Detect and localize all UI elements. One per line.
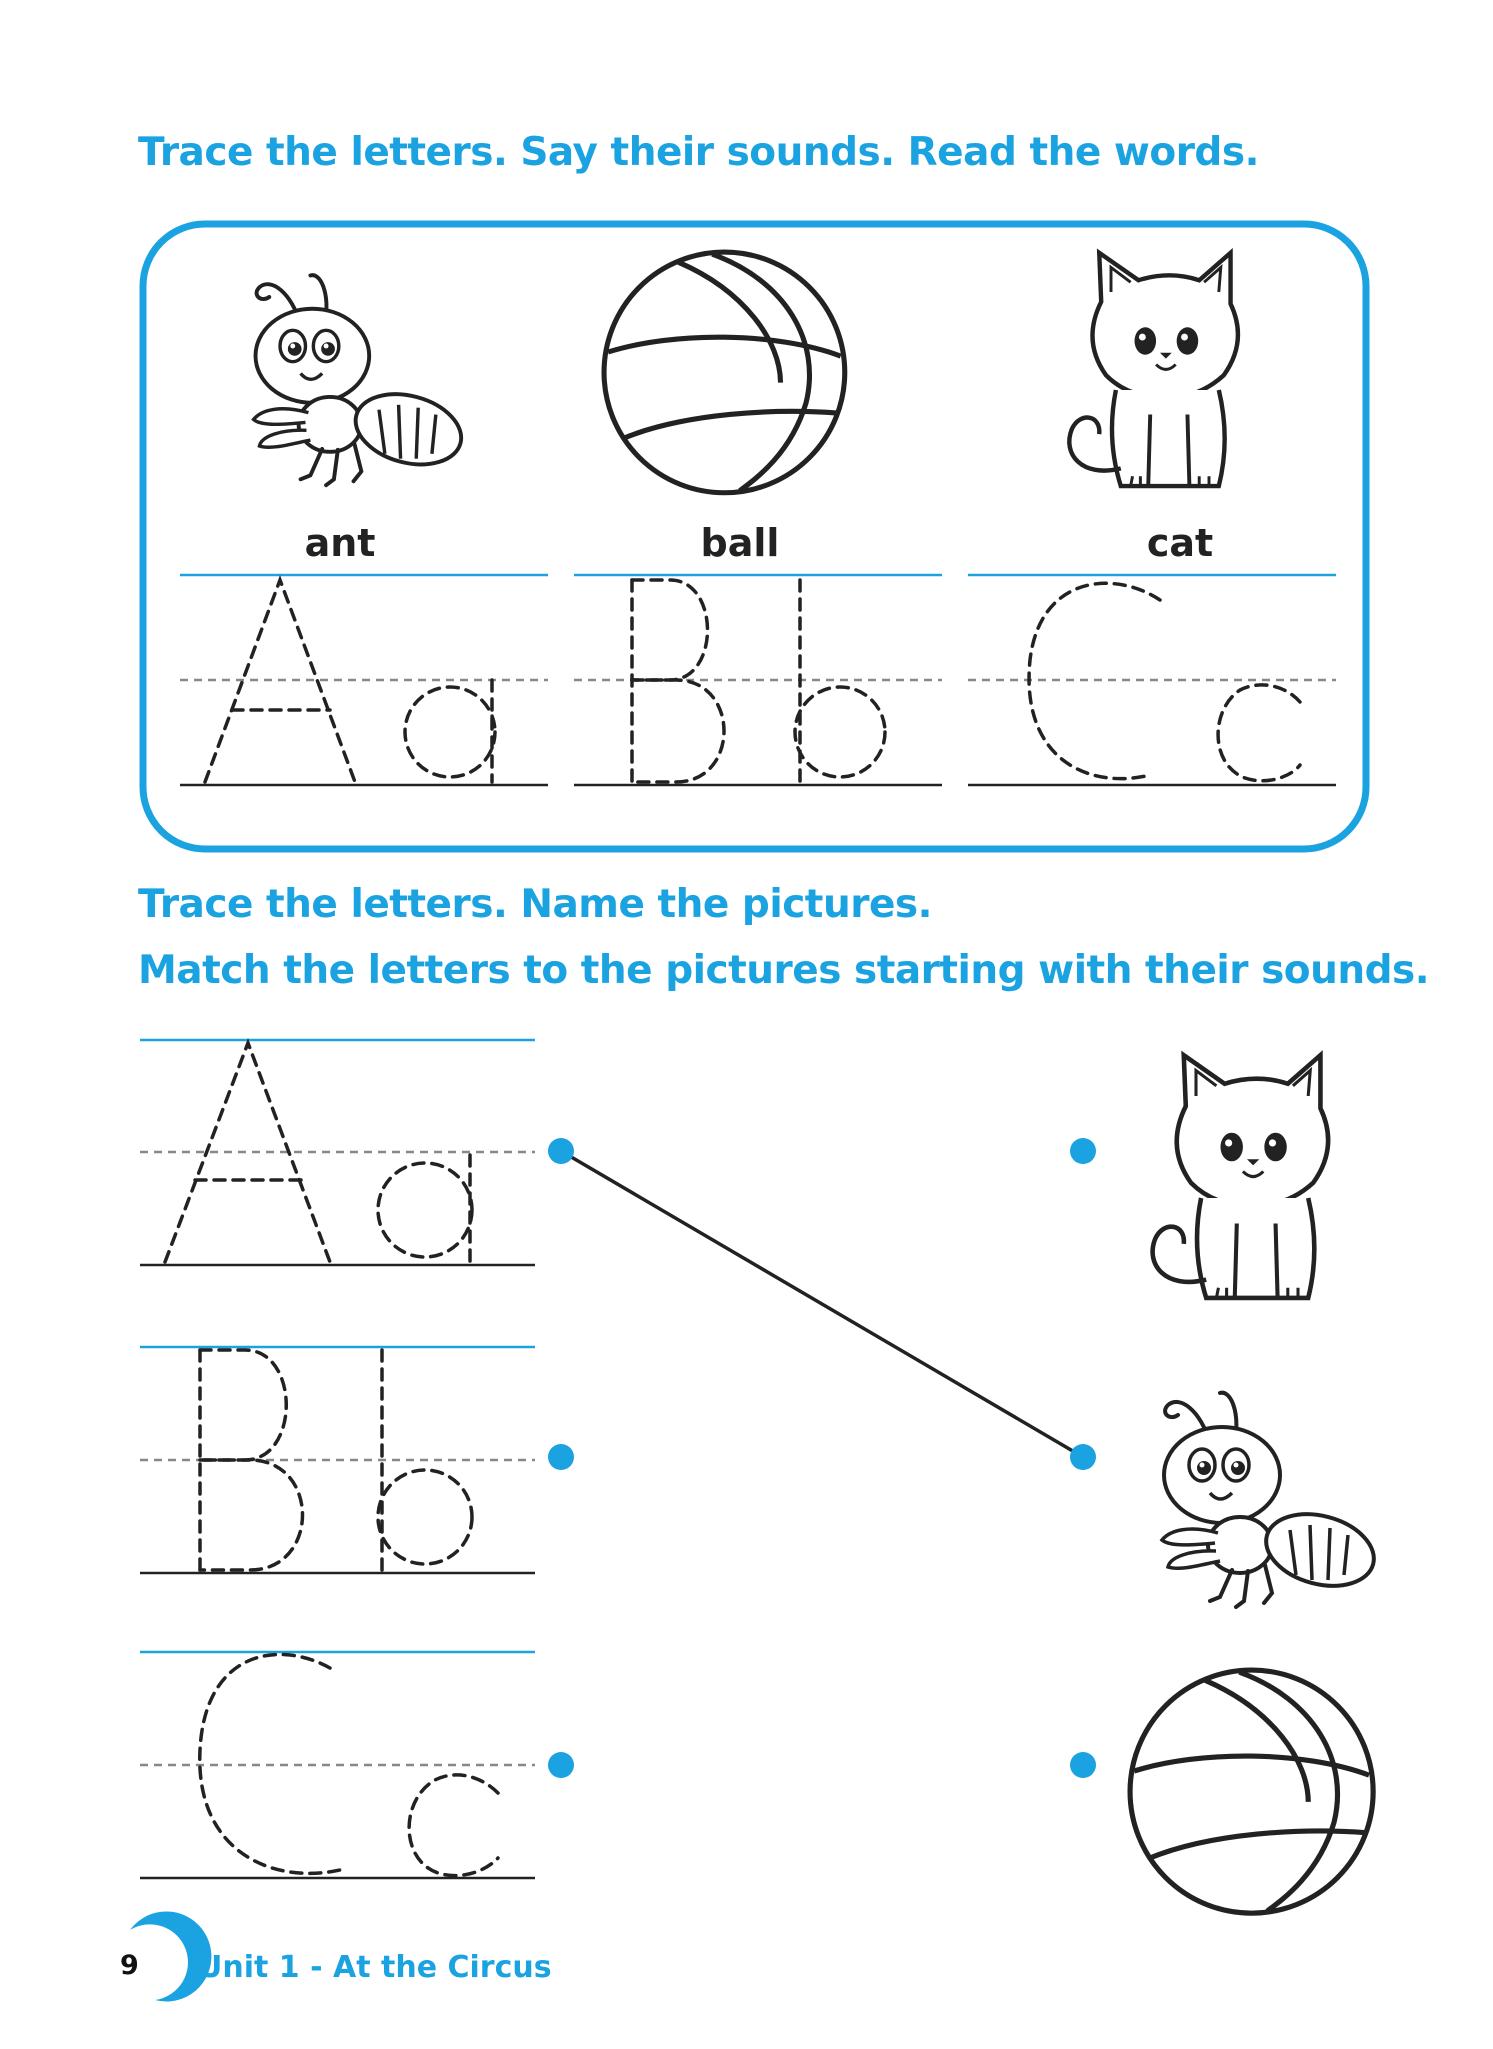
dot-letter-c [548, 1752, 574, 1778]
dot-letter-b [548, 1444, 574, 1470]
dot-letter-a [548, 1138, 574, 1164]
ant-icon [254, 275, 470, 485]
section1-writing-lines [180, 575, 1336, 785]
instruction-trace-name: Trace the letters. Name the pictures. [138, 882, 932, 927]
match-line-a-ant [561, 1151, 1083, 1457]
unit-title: Unit 1 - At the Circus [198, 1950, 552, 1985]
instruction-match: Match the letters to the pictures starting with their sounds. [138, 948, 1430, 993]
word-ball: ball [700, 521, 780, 565]
dot-picture-cat [1070, 1138, 1096, 1164]
ball-icon [604, 252, 845, 493]
match-cat-icon [1153, 1055, 1329, 1298]
trace-letter-Cc [1029, 583, 1300, 780]
word-cat: cat [1146, 521, 1214, 565]
instruction-trace-read: Trace the letters. Say their sounds. Read the words. [138, 130, 1259, 175]
page-number: 9 [120, 1950, 139, 1981]
dot-picture-ball [1070, 1752, 1096, 1778]
dot-picture-ant [1070, 1444, 1096, 1470]
match-ball-icon [1130, 1670, 1373, 1913]
word-ant: ant [304, 521, 376, 565]
match-ant-icon [1162, 1393, 1382, 1607]
cat-icon [1069, 253, 1238, 486]
